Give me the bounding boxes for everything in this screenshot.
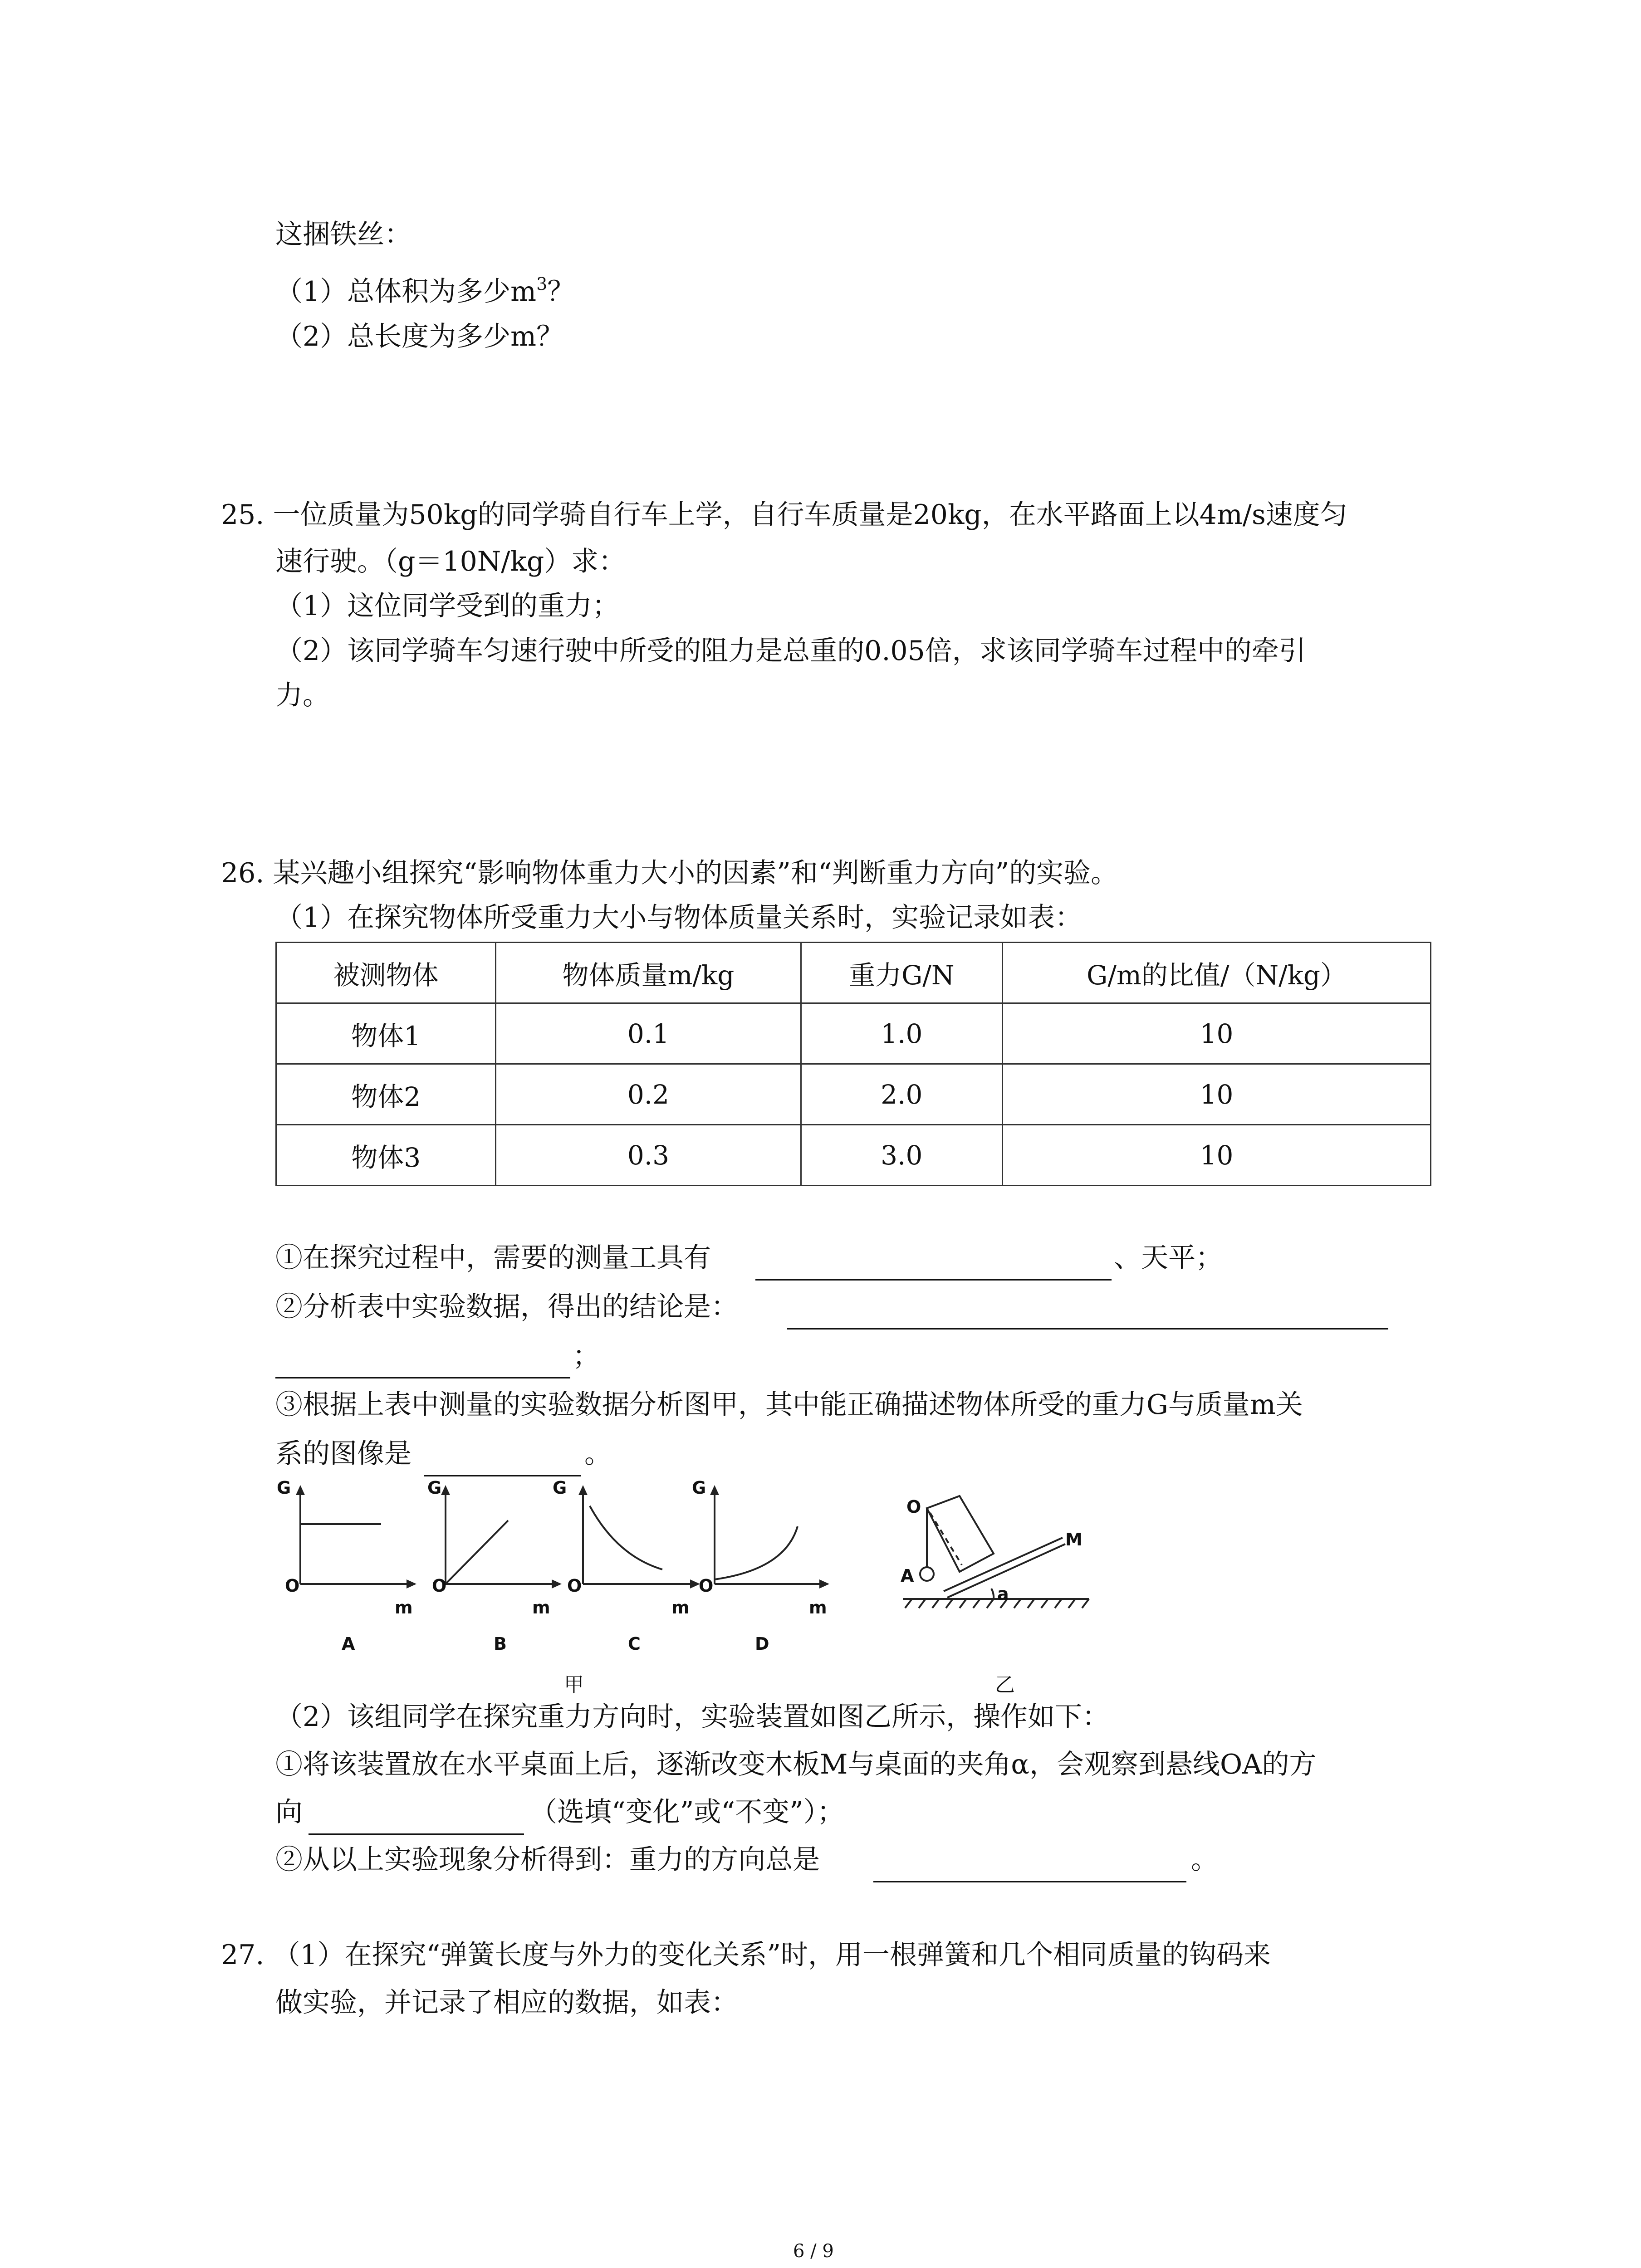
q26-part2-step1-pre: 向 — [275, 1796, 303, 1828]
q26-part2-step1-line1: ①将该装置放在水平桌面上后，逐渐改变木板M与桌面的夹角α，会观察到悬线OA的方 — [275, 1749, 1317, 1780]
answer-blank-conclusion-2[interactable] — [275, 1377, 570, 1378]
page-number: 6 / 9 — [793, 2241, 834, 2262]
q25-part2-line1: （2）该同学骑车匀速行驶中所受的阻力是总重的0.05倍，求该同学骑车过程中的牵引 — [275, 635, 1306, 667]
graph-label-d: D — [755, 1634, 769, 1654]
q26-part2-step2-end: 。 — [1191, 1844, 1218, 1876]
graph-d-origin: O — [699, 1576, 714, 1596]
graph-b-axis-g: G — [427, 1478, 442, 1498]
table-cell: 10 — [1003, 1125, 1431, 1186]
apparatus-label-angle: a — [997, 1584, 1009, 1604]
table-cell: 0.2 — [496, 1064, 801, 1125]
table-cell: 物体1 — [276, 1003, 496, 1064]
table-cell: 0.3 — [496, 1125, 801, 1186]
q26-sub2-end: ； — [573, 1340, 600, 1372]
graph-c-origin: O — [567, 1576, 582, 1596]
table-cell: 1.0 — [801, 1003, 1003, 1064]
q27-line1: 27. （1）在探究“弹簧长度与外力的变化关系”时，用一根弹簧和几个相同质量的钩码来 — [221, 1939, 1271, 1971]
q25-line1: 25. 一位质量为50kg的同学骑自行车上学，自行车质量是20kg，在水平路面上以4m/s速度匀 — [221, 499, 1347, 531]
answer-blank-direction[interactable] — [309, 1833, 524, 1835]
graph-d-axis-g: G — [692, 1478, 706, 1498]
table-row — [276, 1125, 1431, 1186]
graph-b-origin: O — [432, 1576, 447, 1596]
q27-line2: 做实验，并记录了相应的数据，如表： — [275, 1987, 738, 2019]
q26-line1: 26. 某兴趣小组探究“影响物体重力大小的因素”和“判断重力方向”的实验。 — [221, 857, 1118, 889]
graph-label-c: C — [628, 1634, 641, 1654]
q26-sub2-text: ②分析表中实验数据，得出的结论是： — [275, 1291, 738, 1323]
table-cell: 物体2 — [276, 1064, 496, 1125]
q25-part2-line2: 力。 — [275, 679, 330, 711]
answer-blank-tool[interactable] — [755, 1279, 1112, 1281]
graph-label-a: A — [342, 1634, 355, 1654]
figure-caption-jia: 甲 — [564, 1673, 584, 1696]
graph-a-axis-g: G — [277, 1478, 291, 1498]
answer-blank-conclusion-1[interactable] — [787, 1328, 1388, 1330]
table-header-cell: 物体质量m/kg — [496, 943, 801, 1003]
graph-label-b: B — [494, 1634, 507, 1654]
table-header-cell: 被测物体 — [276, 943, 496, 1003]
table-header-row — [276, 943, 1431, 1003]
graph-c-axis-m: m — [671, 1598, 690, 1618]
table-cell: 10 — [1003, 1064, 1431, 1125]
table-header-cell: G/m的比值/（N/kg） — [1003, 943, 1431, 1003]
apparatus-label-o: O — [906, 1497, 921, 1517]
q26-sub3-line1: ③根据上表中测量的实验数据分析图甲，其中能正确描述物体所受的重力G与质量m关 — [275, 1389, 1303, 1421]
graph-a-axis-m: m — [395, 1598, 413, 1618]
answer-blank-gravity-direction[interactable] — [873, 1881, 1186, 1882]
table-header-cell: 重力G/N — [801, 943, 1003, 1003]
graph-b-axis-m: m — [532, 1598, 550, 1618]
q26-sub3-line2: 系的图像是 — [275, 1438, 411, 1470]
q26-sub3-end: 。 — [584, 1438, 612, 1470]
q26-part1: （1）在探究物体所受重力大小与物体质量关系时，实验记录如表： — [275, 902, 1083, 934]
q26-part2: （2）该组同学在探究重力方向时，实验装置如图乙所示，操作如下： — [275, 1701, 1110, 1733]
q25-part1: （1）这位同学受到的重力； — [275, 590, 620, 622]
table-cell: 物体3 — [276, 1125, 496, 1186]
q25-line2: 速行驶。（g＝10N/kg）求： — [275, 546, 626, 577]
table-row — [276, 1064, 1431, 1125]
q26-part2-step2-text: ②从以上实验现象分析得到：重力的方向总是 — [275, 1844, 820, 1876]
q24-part2: （2）总长度为多少m？ — [275, 321, 564, 352]
graph-d-axis-m: m — [809, 1598, 827, 1618]
apparatus-label-a: A — [901, 1566, 914, 1586]
figure-caption-yi: 乙 — [995, 1673, 1015, 1696]
apparatus-label-m: M — [1065, 1530, 1083, 1549]
q26-part2-step1-post: （选填“变化”或“不变”）； — [530, 1796, 844, 1828]
q24-intro: 这捆铁丝： — [275, 219, 411, 250]
answer-blank-graph[interactable] — [424, 1475, 581, 1476]
graph-a-origin: O — [285, 1576, 300, 1596]
q26-sub1-end: 、天平； — [1114, 1242, 1223, 1274]
q24-part1: （1）总体积为多少$m^3$？ — [275, 274, 575, 308]
table-cell: 3.0 — [801, 1125, 1003, 1186]
table-cell: 0.1 — [496, 1003, 801, 1064]
graphs-figure — [272, 1479, 844, 1628]
table-cell: 2.0 — [801, 1064, 1003, 1125]
table-row — [276, 1003, 1431, 1064]
table-cell: 10 — [1003, 1003, 1431, 1064]
q26-sub1-text: ①在探究过程中，需要的测量工具有 — [275, 1242, 711, 1274]
data-table — [275, 942, 1431, 1186]
graph-c-axis-g: G — [553, 1478, 567, 1498]
